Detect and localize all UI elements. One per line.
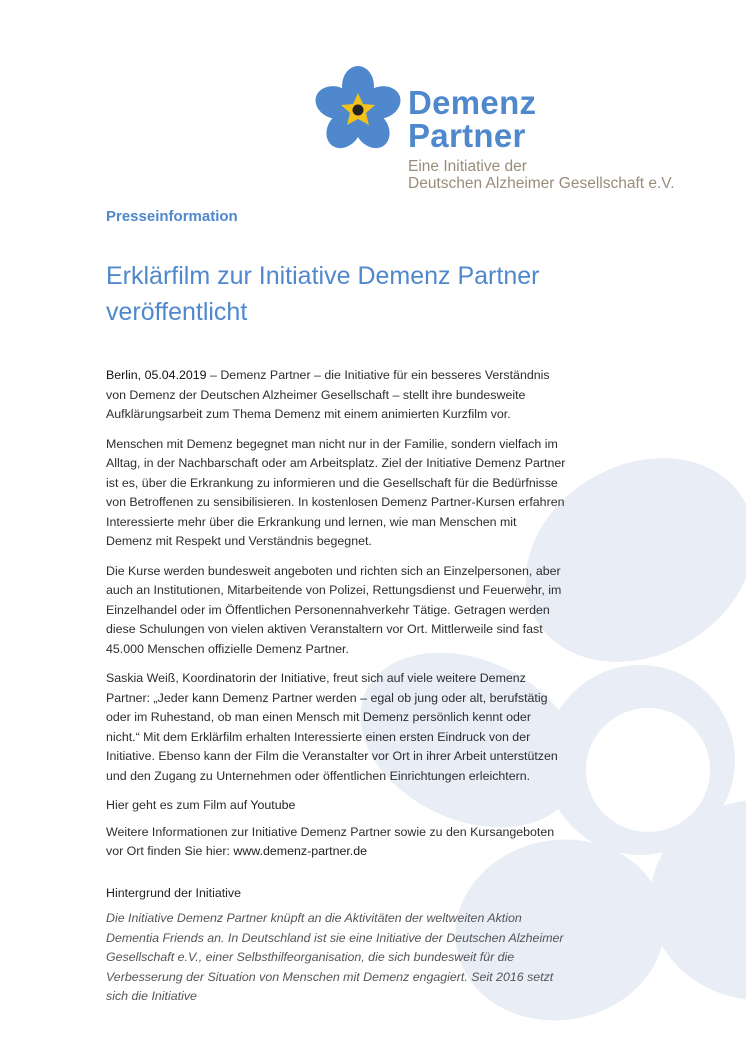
paragraph-more-info bbox=[106, 823, 566, 862]
document-body bbox=[106, 366, 566, 1017]
paragraph-2: Menschen mit Demenz begegnet man nicht nur in der Familie, sondern vielfach im Alltag, in der Nachbarschaft oder am Arbeitsplatz. Ziel der Initiative Demenz Partner ist es, über die Erkrankung zu informieren und die Gesellschaft für die Bedürfnisse von Betroffenen zu sensibilisieren. In kostenlosen Demenz Partner-Kursen erfahren Interessierte mehr über die Erkrankung und lernen, wie man Menschen mit Demenz mit Respekt und Verständnis begegnet. bbox=[106, 436, 566, 548]
logo-word-demenz: Demenz bbox=[408, 84, 537, 121]
title-line-1: Erklärfilm zur Initiative Demenz Partner bbox=[106, 262, 540, 290]
forget-me-not-icon bbox=[312, 64, 404, 156]
document-kicker: Presseinformation bbox=[106, 208, 238, 225]
document-title bbox=[106, 258, 566, 330]
film-text: Hier geht es zum Film auf bbox=[106, 798, 251, 812]
paragraph-background: Die Initiative Demenz Partner knüpft an die Aktivitäten der weltweiten Aktion Dementia Friends an. In Deutschland ist sie eine Initiative der Deutschen Alzheimer Gesellschaft e.V., einer Selbsthilfeorganisation, die sich bundesweit für die Verbesserung der Situation von Menschen mit Demenz engagiert. Seit 2016 setzt sich die Initiative bbox=[106, 911, 564, 1003]
intro-text: – Demenz Partner – die Initiative für ein besseres Verständnis von Demenz der Deutschen Alzheimer Gesellschaft – stellt ihre bundesweite Aufklärungsarbeit zum Thema Demenz mit einem animierten Kurzfilm vor. bbox=[106, 368, 550, 421]
logo-tagline-line2: Deutschen Alzheimer Gesellschaft e.V. bbox=[408, 175, 675, 192]
title-line-2: veröffentlicht bbox=[106, 298, 248, 326]
demenz-partner-logo bbox=[312, 62, 692, 192]
logo-word-partner: Partner bbox=[408, 117, 526, 154]
section-heading-background: Hintergrund der Initiative bbox=[106, 885, 241, 900]
paragraph-film bbox=[106, 796, 566, 816]
dateline: Berlin, 05.04.2019 bbox=[106, 368, 207, 382]
more-info-text: Weitere Informationen zur Initiative Demenz Partner sowie zu den Kursangeboten vor Ort finden Sie hier: bbox=[106, 824, 555, 858]
logo-tagline-line1: Eine Initiative der bbox=[408, 158, 527, 175]
paragraph-4: Saskia Weiß, Koordinatorin der Initiative, freut sich auf viele weitere Demenz Partner: „Jeder kann Demenz Partner werden – egal ob jung oder alt, berufstätig oder im Ruhestand, ob man einen Mensch mit Demenz persönlich kennt oder nicht.“ Mit dem Erklärfilm erhalten Interessierte einen ersten Eindruck von der Initiative. Ebenso kann der Film die Veranstalter vor Ort in ihrer Arbeit unterstützen und den Zugang zu Unternehmen oder öffentlichen Einrichtungen erleichtern. bbox=[106, 671, 558, 783]
website-link[interactable]: www.demenz-partner.de bbox=[233, 844, 368, 858]
paragraph-intro bbox=[106, 366, 566, 425]
youtube-link[interactable]: Youtube bbox=[250, 798, 296, 812]
paragraph-3: Die Kurse werden bundesweit angeboten und richten sich an Einzelpersonen, aber auch an Institutionen, Mitarbeitende von Polizei, Rettungsdienst und Feuerwehr, im Einzelhandel oder im Öffentlichen Personennahverkehr Tätige. Getragen werden diese Schulungen von vielen aktiven Veranstaltern vor Ort. Mittlerweile sind fast 45.000 Menschen offizielle Demenz Partner. bbox=[106, 563, 562, 656]
